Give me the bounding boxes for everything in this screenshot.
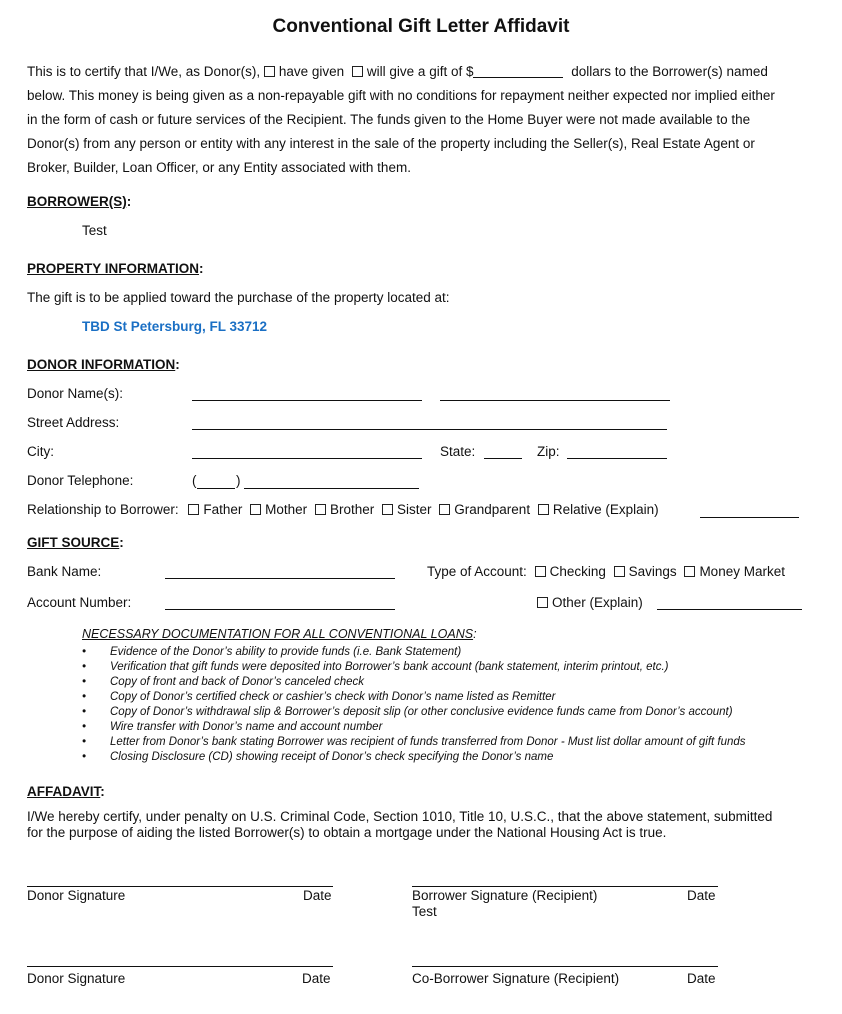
state-field[interactable]	[484, 458, 522, 459]
area-code-open: (	[192, 473, 197, 488]
doc-item: Letter from Donor’s bank stating Borrower was recipient of funds transferred from Donor - Must list dollar amount of gift funds	[110, 736, 746, 748]
gift-amount-field[interactable]	[473, 65, 563, 78]
area-code-field[interactable]	[197, 488, 235, 489]
area-code-close: )	[236, 473, 241, 488]
affidavit-line-1: I/We hereby certify, under penalty on U.S. Criminal Code, Section 1010, Title 10, U.S.C., that the above statement, submitted	[27, 809, 773, 824]
doc-item: Copy of Donor’s withdrawal slip & Borrower’s deposit slip (or other conclusive evidence funds came from Donor’s account)	[110, 706, 733, 718]
borrower-signature-label: Borrower Signature (Recipient)	[412, 888, 598, 903]
grandparent-label: Grandparent	[454, 502, 531, 517]
will-give-label: will give a gift of $	[366, 64, 474, 79]
zip-label: Zip:	[537, 444, 560, 459]
donor-name-field-1[interactable]	[192, 400, 422, 401]
brother-checkbox[interactable]	[315, 504, 326, 515]
have-given-label: have given	[278, 64, 345, 79]
other-explain-field[interactable]	[657, 609, 802, 610]
doc-item: Copy of Donor’s certified check or cashier’s check with Donor’s name listed as Remitter	[110, 691, 556, 703]
zip-field[interactable]	[567, 458, 667, 459]
account-type-row	[427, 564, 785, 579]
father-label: Father	[203, 502, 243, 517]
donor-date-label-1: Date	[303, 888, 332, 903]
other-account-row	[537, 595, 643, 610]
relative-label: Relative (Explain)	[552, 502, 659, 517]
mother-checkbox[interactable]	[250, 504, 261, 515]
intro-line-4: Donor(s) from any person or entity with any interest in the sale of the property including the Seller(s), Real Estate Agent or	[27, 136, 755, 151]
intro-line-3: in the form of cash or future services of the Recipient. The funds given to the Home Buyer were not made available to the	[27, 112, 751, 127]
account-type-label: Type of Account:	[427, 564, 527, 579]
bullet-icon: •	[82, 736, 87, 748]
coborrower-signature-line[interactable]	[412, 966, 718, 967]
money-market-label: Money Market	[699, 564, 785, 579]
bullet-icon: •	[82, 751, 87, 763]
grandparent-checkbox[interactable]	[439, 504, 450, 515]
bullet-icon: •	[82, 706, 87, 718]
donor-name-label: Donor Name(s):	[27, 386, 124, 401]
gift-source-heading: GIFT SOURCE:	[27, 535, 124, 550]
bullet-icon: •	[82, 646, 87, 658]
donor-signature-label-1: Donor Signature	[27, 888, 126, 903]
bank-name-label: Bank Name:	[27, 564, 102, 579]
coborrower-date-label: Date	[687, 971, 716, 986]
property-text: The gift is to be applied toward the purchase of the property located at:	[27, 290, 450, 305]
will-give-checkbox[interactable]	[352, 66, 363, 77]
bullet-icon: •	[82, 721, 87, 733]
telephone-field[interactable]	[244, 488, 419, 489]
bank-name-field[interactable]	[165, 578, 395, 579]
donor-name-field-2[interactable]	[440, 400, 670, 401]
savings-label: Savings	[628, 564, 677, 579]
borrower-signer-name: Test	[412, 904, 437, 919]
sister-label: Sister	[396, 502, 432, 517]
bullet-icon: •	[82, 661, 87, 673]
checking-checkbox[interactable]	[535, 566, 546, 577]
affidavit-line-2: for the purpose of aiding the listed Borrower(s) to obtain a mortgage under the National Housing Act is true.	[27, 825, 667, 840]
account-number-field[interactable]	[165, 609, 395, 610]
city-label: City:	[27, 444, 54, 459]
doc-item: Evidence of the Donor’s ability to provide funds (i.e. Bank Statement)	[110, 646, 462, 658]
property-address: TBD St Petersburg, FL 33712	[82, 319, 268, 334]
relationship-row	[27, 502, 659, 517]
mother-label: Mother	[265, 502, 308, 517]
money-market-checkbox[interactable]	[684, 566, 695, 577]
page-title: Conventional Gift Letter Affidavit	[272, 16, 570, 37]
intro-line-2: below. This money is being given as a non-repayable gift with no conditions for repayment neither expected nor implied either	[27, 88, 775, 103]
doc-item: Closing Disclosure (CD) showing receipt of Donor’s check specifying the Donor’s name	[110, 751, 554, 763]
property-heading: PROPERTY INFORMATION:	[27, 261, 204, 276]
intro-line-1	[27, 60, 768, 84]
doc-item: Wire transfer with Donor’s name and account number	[110, 721, 383, 733]
affidavit-heading: AFFADAVIT:	[27, 784, 105, 799]
donor-signature-label-2: Donor Signature	[27, 971, 126, 986]
street-address-label: Street Address:	[27, 415, 120, 430]
borrower-name: Test	[82, 223, 107, 238]
borrowers-heading: BORROWER(S):	[27, 194, 132, 209]
street-address-field[interactable]	[192, 429, 667, 430]
donor-signature-line-1[interactable]	[27, 886, 333, 887]
donor-heading: DONOR INFORMATION:	[27, 357, 180, 372]
documentation-heading: NECESSARY DOCUMENTATION FOR ALL CONVENTIONAL LOANS:	[82, 627, 477, 641]
relationship-label: Relationship to Borrower:	[27, 502, 179, 517]
coborrower-signature-label: Co-Borrower Signature (Recipient)	[412, 971, 620, 986]
checking-label: Checking	[549, 564, 606, 579]
borrower-signature-line[interactable]	[412, 886, 718, 887]
doc-item: Copy of front and back of Donor’s canceled check	[110, 676, 364, 688]
bullet-icon: •	[82, 691, 87, 703]
city-field[interactable]	[192, 458, 422, 459]
intro-line-5: Broker, Builder, Loan Officer, or any Entity associated with them.	[27, 160, 411, 175]
intro-text: This is to certify that I/We, as Donor(s),	[27, 64, 261, 79]
other-checkbox[interactable]	[537, 597, 548, 608]
father-checkbox[interactable]	[188, 504, 199, 515]
other-label: Other (Explain)	[552, 595, 643, 610]
donor-signature-line-2[interactable]	[27, 966, 333, 967]
donor-date-label-2: Date	[302, 971, 331, 986]
donor-telephone-label: Donor Telephone:	[27, 473, 134, 488]
sister-checkbox[interactable]	[382, 504, 393, 515]
state-label: State:	[440, 444, 476, 459]
intro-text-cont: dollars to the Borrower(s) named	[571, 64, 768, 79]
borrower-date-label: Date	[687, 888, 716, 903]
savings-checkbox[interactable]	[614, 566, 625, 577]
have-given-checkbox[interactable]	[264, 66, 275, 77]
relative-checkbox[interactable]	[538, 504, 549, 515]
brother-label: Brother	[329, 502, 375, 517]
doc-item: Verification that gift funds were deposited into Borrower’s bank account (bank statement, interim printout, etc.)	[110, 661, 669, 673]
relative-explain-field[interactable]	[700, 517, 799, 518]
bullet-icon: •	[82, 676, 87, 688]
account-number-label: Account Number:	[27, 595, 132, 610]
